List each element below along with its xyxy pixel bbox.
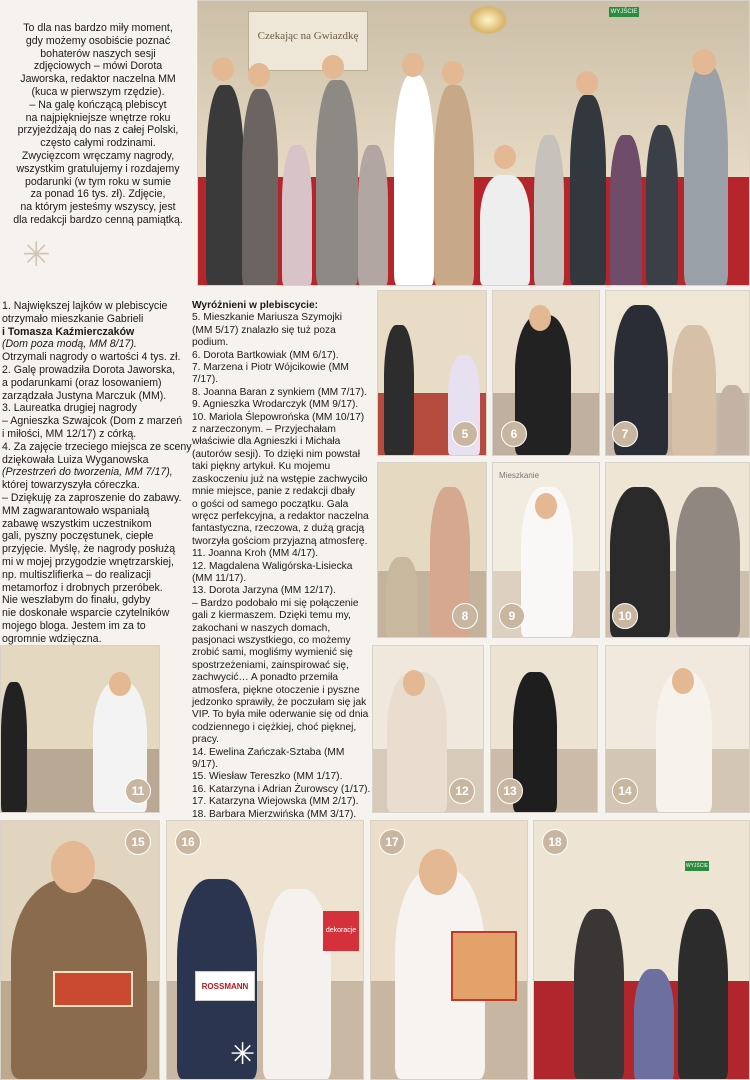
intro-line: zdjęciowych – mówi Dorota: [33, 60, 163, 73]
mid-line: (MM 5/17) znalazło się tuż poza podium.: [192, 324, 336, 349]
mid-line: tworzyła gościom przyjazną atmosferę.: [192, 535, 368, 547]
photo-badge: 14: [612, 778, 638, 804]
group-photo: [197, 0, 750, 286]
left-line: dziękowała Luiza Wyganowska: [2, 453, 149, 466]
photo-17: [370, 820, 528, 1080]
mid-line: 7. Marzena i Piotr Wójcikowie (MM 7/17).: [192, 362, 349, 386]
photo-badge: 7: [612, 421, 638, 447]
left-line: 1. Największej lajków w plebiscycie: [2, 300, 168, 312]
mid-line: 17. Katarzyna Wiejowska (MM 2/17).: [192, 796, 359, 808]
star-decoration: ✳: [230, 1038, 256, 1071]
left-line: (Przestrzeń do tworzenia, MM 7/17),: [2, 466, 173, 479]
intro-line: (kuca w pierwszym rzędzie).: [31, 85, 165, 98]
left-line: ogromnie wdzięczna.: [2, 632, 102, 645]
photo-badge: 6: [501, 421, 527, 447]
mid-line: – Bardzo podobało mi się połączenie: [192, 597, 359, 609]
photo-badge: 13: [497, 778, 523, 804]
exit-sign: WYJŚCIE: [610, 9, 638, 15]
mid-line: fantastyczna, rzeczowa, z dużą gracją: [192, 523, 365, 535]
left-line: – Agnieszka Szwajcok (Dom z marzeń: [2, 415, 183, 428]
intro-line: To dla nas bardzo miły moment,: [23, 22, 173, 34]
photo-badge: 12: [449, 778, 475, 804]
mid-line: o gości od samego początku. Gala: [192, 498, 349, 510]
photo-12: [372, 645, 484, 813]
intro-line: na którym jesteśmy wszyscy, jest: [20, 201, 176, 214]
mid-line: jedzonko sprawiły, że poczułam się jak: [192, 697, 367, 708]
mid-line: 9. Agnieszka Wrodarczyk (MM 9/17).: [192, 399, 359, 411]
photo-10: [605, 462, 750, 638]
photo-18: [533, 820, 750, 1080]
photo-badge: 17: [379, 829, 405, 855]
left-line: (Dom poza modą, MM 8/17).: [2, 338, 137, 351]
photo-11: [0, 645, 160, 813]
photo-5: [377, 290, 487, 456]
photo-badge: 10: [612, 603, 638, 629]
gift-box: [451, 931, 517, 1001]
left-line: 4. Za zajęcie trzeciego miejsca ze sceny: [2, 440, 192, 453]
intro-line: na najpiękniejsze wnętrze roku: [25, 111, 171, 124]
mid-line: codziennego i ciężkiej, choć pięknej, pracy.: [192, 721, 357, 746]
left-line: gali, pyszny poczęstunek, ciepłe: [2, 530, 154, 543]
mid-line: zaskoczeniu już na wstępie zachwyciło: [192, 473, 368, 485]
photo-badge: 18: [542, 829, 568, 855]
mid-line: pasjonaci wszystkiego, co możemy: [192, 634, 351, 646]
photo-badge: 11: [125, 778, 151, 804]
intro-line: bohaterów naszych sesji: [40, 47, 156, 60]
mid-line: gali z kiermaszem. Dzięki temu my,: [192, 610, 351, 622]
mid-line: zrobić sami, mogliśmy wymienić się: [192, 647, 353, 659]
left-line: przyjęcie. Myślę, że nagrody posłużą: [2, 543, 176, 556]
mid-line: zakochani w naszych domach,: [192, 622, 331, 634]
left-line: 2. Galę prowadziła Dorota Jaworska,: [2, 363, 176, 376]
mid-line: spostrzeżeniami, zainspirować się,: [192, 659, 349, 671]
intro-line: gdy możemy osobiście poznać: [25, 34, 171, 47]
mid-line: 16. Katarzyna i Adrian Żurowscy (1/17).: [192, 783, 371, 795]
intro-line: – Na galę kończącą plebiscyt: [29, 98, 167, 111]
mid-line: 13. Dorota Jarzyna (MM 12/17).: [192, 585, 336, 597]
dekoracje-sign: dekoracje: [323, 911, 359, 951]
left-line: Nie weszłabym do finału, gdyby: [2, 594, 151, 607]
star-decoration: ✳: [22, 236, 51, 274]
left-line: i miłości, MM 12/17) z córką.: [2, 427, 137, 440]
left-line: 3. Laureatka drugiej nagrody: [2, 402, 137, 415]
photo-16: [166, 820, 364, 1080]
mid-line: (MM 11/17).: [192, 572, 247, 584]
photo-15: [0, 820, 160, 1080]
mid-line: 5. Mieszkanie Mariusza Szymojki: [192, 312, 343, 324]
photo-7: [605, 290, 750, 456]
intro-line: wszystkim gratulujemy i rozdajemy: [16, 162, 180, 175]
photo-badge: 8: [452, 603, 478, 629]
mid-line: 11. Joanna Kroh (MM 4/17).: [192, 548, 319, 560]
gift-box: [53, 971, 133, 1007]
left-line: – Dziękuję za zaproszenie do zabawy.: [2, 491, 182, 504]
exit-sign: WYJŚCIE: [685, 863, 709, 869]
photo-14: [605, 645, 750, 813]
photo-badge: 16: [175, 829, 201, 855]
intro-line: Zwycięzcom wręczamy nagrody,: [21, 149, 175, 162]
mid-line: mnie miejsce, panie z redakcji dbały: [192, 486, 356, 498]
intro-text: [2, 22, 194, 227]
mid-line: z narzeczonym. – Przyjechałam: [192, 424, 336, 436]
intro-line: przyjeżdżają do nas z całej Polski,: [17, 124, 179, 137]
photo-6: [492, 290, 600, 456]
chandelier: [468, 5, 508, 35]
left-line: której towarzyszyła córeczka.: [2, 479, 140, 492]
intro-line: Jaworska, redaktor naczelna MM: [20, 73, 176, 86]
intro-line: podarunki (w tym roku w sumie: [24, 175, 171, 188]
left-line: mojego bloga. Jestem im za to: [2, 619, 146, 632]
wall-sign: Mieszkanie: [499, 471, 540, 480]
photo-8: [377, 462, 487, 638]
left-line: a podarunkami (oraz losowaniem): [2, 376, 162, 389]
mid-line: właściwie dla Agnieszki i Michała: [192, 436, 341, 448]
photo-badge: 9: [499, 603, 525, 629]
mid-line: 8. Joanna Baran z synkiem (MM 7/17).: [192, 386, 367, 398]
mid-line: atmosfera, piękne otoczenie i pyszne: [192, 684, 360, 696]
photo-badge: 15: [125, 829, 151, 855]
intro-line: za ponad 16 tys. zł). Zdjęcie,: [30, 188, 166, 201]
left-line: np. multiszlifierka – do realizacji: [2, 568, 151, 581]
left-line: zabawę wszystkim uczestnikom: [2, 517, 152, 530]
left-line: MM zagwarantowało wspaniałą: [2, 504, 150, 517]
photo-13: [490, 645, 598, 813]
photo-badge: 5: [452, 421, 478, 447]
left-line: i Tomasza Kaźmierczaków: [2, 325, 135, 338]
mid-line: VIP. To była miłe oderwanie się od dnia: [192, 709, 369, 721]
mid-line: wręcz perfekcyjna, a redaktor naczelna: [192, 510, 369, 522]
left-line: metamorfoz i drobnych przeróbek.: [2, 581, 163, 594]
intro-line: dla redakcji bardzo cenną pamiątką.: [13, 213, 183, 226]
mid-line: taki piękny artykuł. Ku mojemu: [192, 461, 331, 473]
photo-9: [492, 462, 600, 638]
mid-line: 6. Dorota Bartkowiak (MM 6/17).: [192, 349, 339, 361]
mid-line: 15. Wiesław Tereszko (MM 1/17).: [192, 771, 343, 783]
left-column-text: [2, 300, 192, 646]
left-line: mi w mojej przygodzie wnętrzarskiej,: [2, 555, 174, 568]
left-line: nie doskonałe wsparcie czytelników: [2, 607, 170, 620]
banner-sign: Czekając na Gwiazdkę: [248, 11, 368, 71]
rossmann-bag: ROSSMANN: [195, 971, 255, 1001]
left-line: otrzymało mieszkanie Gabrieli: [2, 312, 144, 325]
mid-line: Wyróżnieni w plebiscycie:: [192, 300, 319, 311]
mid-line: 18. Barbara Mierzwińska (MM 3/17).: [192, 808, 357, 820]
mid-column-text: [192, 300, 372, 858]
mid-line: zachwycić… A ponadto przemiła: [192, 672, 339, 684]
left-line: zarządzała Justyna Marczuk (MM).: [2, 389, 167, 402]
left-line: Otrzymali nagrody o wartości 4 tys. zł.: [2, 351, 181, 364]
mid-line: 12. Magdalena Waligórska-Lisiecka: [192, 560, 353, 572]
intro-line: często całymi rodzinami.: [40, 137, 156, 150]
mid-line: (autorów sesji). To dzięki nim powstał: [192, 448, 360, 460]
mid-line: 14. Ewelina Zańczak-Sztaba (MM 9/17).: [192, 746, 345, 771]
mid-line: 10. Mariola Ślepowrońska (MM 10/17): [192, 411, 365, 423]
